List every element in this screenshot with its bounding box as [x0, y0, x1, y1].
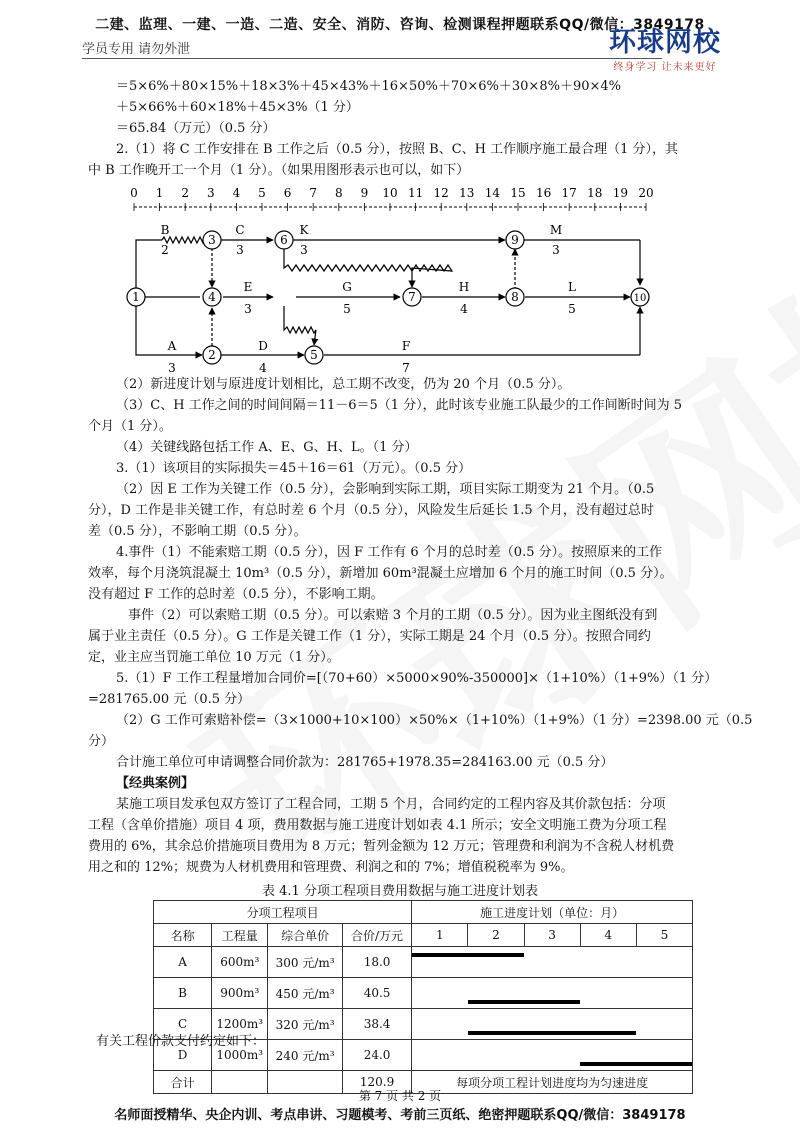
body-line: 中 B 工作晚开工一个月（1 分）。（如果用图形表示也可以，如下）	[88, 163, 470, 178]
schedule-cell	[412, 947, 693, 978]
scale-tick: 4	[232, 186, 241, 200]
activity-duration: 2	[161, 243, 169, 257]
body-line: 费用的 6%，其余总价措施项目费用为 8 万元；暂列金额为 12 万元；管理费和利润为不含税人材机费	[88, 839, 675, 854]
cell-total: 38.4	[342, 1009, 411, 1040]
table-row	[154, 947, 693, 978]
activity-name: L	[568, 280, 576, 294]
group-header-right: 施工进度计划（单位：月）	[412, 901, 693, 924]
node-label: 4	[208, 290, 216, 304]
activity-duration: 3	[552, 243, 560, 257]
activity-duration: 7	[402, 361, 410, 375]
body-line: 效率，每个月浇筑混凝土 10m³（0.5 分），新增加 60m³混凝土应增加 6 个月的施工时间（0.5 分）。	[88, 566, 673, 581]
scale-tick: 13	[459, 186, 475, 200]
body-line: 某施工项目发承包双方签订了工程合同，工期 5 个月，合同约定的工程内容及其价款包括：分项	[116, 797, 666, 812]
node-label: 10	[633, 293, 647, 304]
scale-tick: 10	[382, 186, 398, 200]
body-line: 分）	[88, 734, 115, 749]
cell-name: D	[154, 1040, 212, 1071]
network-diagram	[0, 180, 800, 380]
activity-name: K	[299, 223, 309, 237]
body-line: 2.（1）将 C 工作安排在 B 工作之后（0.5 分），按照 B、C、H 工作顺序施工最合理（1 分），其	[116, 142, 679, 157]
sum-label: 合计	[154, 1071, 212, 1094]
logo-main: 环球网校	[609, 27, 721, 58]
body-line: 用之和的 12%；规费为人材机费用和管理费、利润之和的 7%；增值税税率为 9%。	[88, 860, 574, 875]
schedule-cell	[412, 978, 693, 1009]
body-line: 5.（1）F 工作工程量增加合同价=[（70+60）×5000×90%-350000]×（1+10%）（1+9%）（1 分）	[116, 671, 718, 686]
node-label: 1	[132, 290, 140, 304]
scale-tick: 18	[587, 186, 603, 200]
body-line: （4）关键线路包括工作 A、E、G、H、L。（1 分）	[116, 440, 418, 455]
schedule-bar	[412, 953, 524, 957]
body-line: ＝5×6%＋80×15%＋18×3%＋45×43%＋16×50%＋70×6%＋30×8%＋90×4%	[116, 79, 622, 94]
cell-qty: 900m³	[212, 978, 268, 1009]
node-label: 5	[310, 348, 318, 362]
cell-qty: 1200m³	[212, 1009, 268, 1040]
scale-tick: 20	[638, 186, 654, 200]
scale-tick: 2	[181, 186, 190, 200]
cell-qty: 600m³	[212, 947, 268, 978]
schedule-bar	[468, 1000, 580, 1004]
schedule-cell	[412, 1009, 693, 1040]
cell-name: B	[154, 978, 212, 1009]
body-line: =281765.00 元（0.5 分）	[88, 692, 251, 707]
body-line: ＝65.84（万元）（0.5 分）	[116, 121, 276, 136]
logo	[590, 28, 740, 73]
body-line: （2）因 E 工作为关键工作（0.5 分），会影响到实际工期，项目实际工期变为 21 个月。（0.5	[116, 482, 655, 497]
node-label: 2	[208, 348, 216, 362]
scale-tick: 11	[407, 186, 424, 200]
month-header: 3	[524, 924, 580, 947]
scale-tick: 1	[155, 186, 164, 200]
activity-duration: 3	[168, 361, 176, 375]
body-line: （3）C、H 工作之间的时间间隔＝11－6＝5（1 分），此时该专业施工队最少的工作间断时间为 5	[116, 398, 683, 413]
scale-tick: 6	[283, 186, 292, 200]
body-line: 工程（含单价措施）项目 4 项，费用数据与施工进度计划如表 4.1 所示；安全文明施工费为分项工程	[88, 818, 667, 833]
body-line: 合计施工单位可申请调整合同价款为：281765+1978.35=284163.00 元（0.5 分）	[116, 755, 614, 770]
logo-sub: 终身学习 让未来更好	[613, 62, 717, 73]
node-label: 3	[208, 233, 216, 247]
cell-total: 40.5	[342, 978, 411, 1009]
scale-tick: 8	[334, 186, 343, 200]
activity-name: A	[167, 339, 177, 353]
body-line: ＋5×66%＋60×18%＋45×3%（1 分）	[116, 100, 359, 115]
node-label: 6	[280, 233, 288, 247]
cell-name: C	[154, 1009, 212, 1040]
header-promo: 二建、监理、一建、一造、二造、安全、消防、咨询、检测课程押题联系QQ/微信：3849178	[95, 17, 705, 33]
scale-tick: 12	[433, 186, 449, 200]
body-line: 3.（1）该项目的实际损失＝45＋16＝61（万元）。（0.5 分）	[116, 461, 472, 476]
scale-tick: 7	[309, 186, 318, 200]
cell-total: 18.0	[342, 947, 411, 978]
node-label: 9	[511, 233, 519, 247]
month-header: 1	[412, 924, 468, 947]
scale-tick: 14	[484, 186, 501, 200]
cell-total: 24.0	[342, 1040, 411, 1071]
activity-name: B	[160, 223, 170, 237]
cell-price: 450 元/m³	[268, 978, 343, 1009]
body-line: 差（0.5 分），不影响工期（0.5 分）。	[88, 524, 307, 539]
activity-name: D	[258, 339, 268, 353]
month-header: 2	[468, 924, 524, 947]
trailing-text: 有关工程价款支付约定如下：	[96, 1034, 266, 1049]
scale-tick: 0	[130, 186, 138, 200]
group-header-left: 分项工程项目	[154, 901, 412, 924]
col-header: 工程量	[212, 924, 268, 947]
schedule-cell	[412, 1040, 693, 1071]
scale-tick: 17	[561, 186, 577, 200]
footer-promo: 名师面授精华、央企内训、考点串讲、习题模考、考前三页纸、绝密押题联系QQ/微信：3849178	[114, 1108, 686, 1123]
scale-tick: 3	[206, 186, 215, 200]
cell-name: A	[154, 947, 212, 978]
cell-qty: 1000m³	[212, 1040, 268, 1071]
activity-duration: 5	[568, 302, 576, 316]
header-note: 学员专用 请勿外泄	[82, 42, 191, 57]
table-row	[154, 978, 693, 1009]
col-header: 综合单价	[268, 924, 343, 947]
body-line: （2）新进度计划与原进度计划相比，总工期不改变，仍为 20 个月（0.5 分）。	[116, 377, 571, 392]
activity-duration: 3	[300, 243, 308, 257]
section-heading: 【经典案例】	[116, 776, 195, 791]
activity-duration: 5	[343, 302, 351, 316]
activity-name: G	[342, 280, 352, 294]
activity-duration: 4	[460, 302, 468, 316]
schedule-bar	[580, 1062, 692, 1066]
month-header: 5	[636, 924, 692, 947]
body-line: 分），D 工作是非关键工作，有总时差 6 个月（0.5 分），风险发生后延长 1.5 个月，没有超过总时	[88, 503, 654, 518]
body-line: 定，业主应当罚施工单位 10 万元（1 分）。	[88, 650, 340, 665]
scale-tick: 9	[360, 186, 369, 200]
scale-tick: 5	[258, 186, 266, 200]
col-header: 名称	[154, 924, 212, 947]
activity-name: F	[401, 339, 411, 353]
sum-note: 每项分项工程计划进度均为匀速进度	[412, 1071, 693, 1094]
body-line: （2）G 工作可索赔补偿=（3×1000+10×100）×50%×（1+10%）（1+9%）（1 分）=2398.00 元（0.5	[116, 713, 753, 728]
body-line: 事件（2）可以索赔工期（0.5 分）。可以索赔 3 个月的工期（0.5 分）。因为业主图纸没有到	[128, 608, 658, 623]
activity-duration: 3	[244, 302, 252, 316]
cell-price: 240 元/m³	[268, 1040, 343, 1071]
scale-tick: 16	[535, 186, 552, 200]
body-line: 没有超过 F 工作的总时差（0.5 分），不影响工期。	[88, 587, 384, 602]
node-label: 8	[511, 290, 519, 304]
activity-duration: 3	[236, 243, 244, 257]
body-line: 属于业主责任（0.5 分）。G 工作是关键工作（1 分），实际工期是 24 个月（0.5 分）。按照合同约	[88, 629, 651, 644]
activity-name: E	[243, 280, 253, 294]
cell-price: 300 元/m³	[268, 947, 343, 978]
activity-name: C	[235, 223, 245, 237]
activity-duration: 4	[259, 361, 267, 375]
activity-name: M	[549, 223, 563, 237]
body-line: 4.事件（1）不能索赔工期（0.5 分），因 F 工作有 6 个月的总时差（0.5 分）。按照原来的工作	[116, 545, 663, 560]
scale-tick: 19	[612, 186, 629, 200]
col-header: 合价/万元	[342, 924, 411, 947]
header-rule	[82, 58, 662, 59]
scale-tick: 15	[510, 186, 526, 200]
table-caption: 表 4.1 分项工程项目费用数据与施工进度计划表	[262, 884, 538, 899]
month-header: 4	[580, 924, 636, 947]
schedule-bar	[468, 1031, 636, 1035]
page-number: 第 7 页 共 2 页	[358, 1089, 442, 1103]
body-line: 个月（1 分）。	[88, 419, 172, 434]
cell-price: 320 元/m³	[268, 1009, 343, 1040]
sum-value: 120.9	[342, 1071, 411, 1094]
schedule-table	[153, 900, 693, 1094]
node-label: 7	[408, 290, 416, 304]
activity-name: H	[458, 280, 470, 294]
